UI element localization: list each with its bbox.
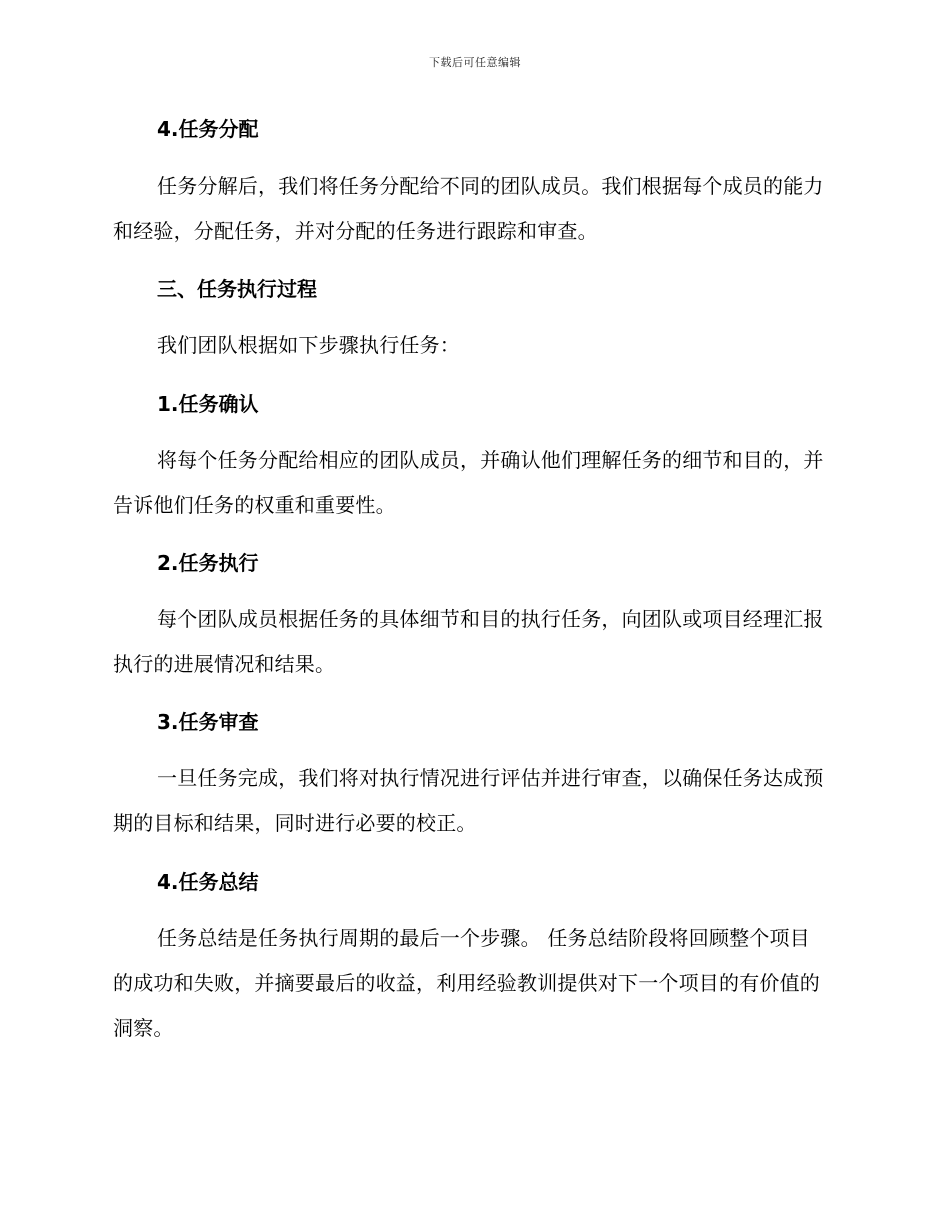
heading-task-summary: 4.任务总结 [157, 870, 259, 894]
paragraph-task-confirm: 将每个任务分配给相应的团队成员，并确认他们理解任务的细节和目的，并告诉他们任务的权重和重要性。 [113, 448, 824, 517]
header-note: 下载后可任意编辑 [429, 56, 521, 69]
heading-task-execute: 2.任务执行 [157, 551, 259, 575]
paragraph-task-execute: 每个团队成员根据任务的具体细节和目的执行任务，向团队或项目经理汇报执行的进展情况和结果。 [113, 607, 824, 676]
heading-task-review: 3.任务审查 [157, 710, 259, 734]
paragraph-task-summary: 任务总结是任务执行周期的最后一个步骤。 任务总结阶段将回顾整个项目的成功和失败，并摘要最后的收益，利用经验教训提供对下一个项目的有价值的洞察。 [113, 926, 820, 1040]
paragraph-task-assign: 任务分解后，我们将任务分配给不同的团队成员。我们根据每个成员的能力和经验，分配任务，并对分配的任务进行跟踪和审查。 [113, 174, 824, 243]
heading-section-3: 三、任务执行过程 [157, 277, 317, 301]
paragraph-task-review: 一旦任务完成，我们将对执行情况进行评估并进行审查，以确保任务达成预期的目标和结果，同时进行必要的校正。 [113, 766, 824, 835]
heading-task-confirm: 1.任务确认 [157, 392, 259, 416]
heading-task-assign: 4.任务分配 [157, 117, 259, 141]
paragraph-steps-intro: 我们团队根据如下步骤执行任务： [157, 333, 460, 357]
